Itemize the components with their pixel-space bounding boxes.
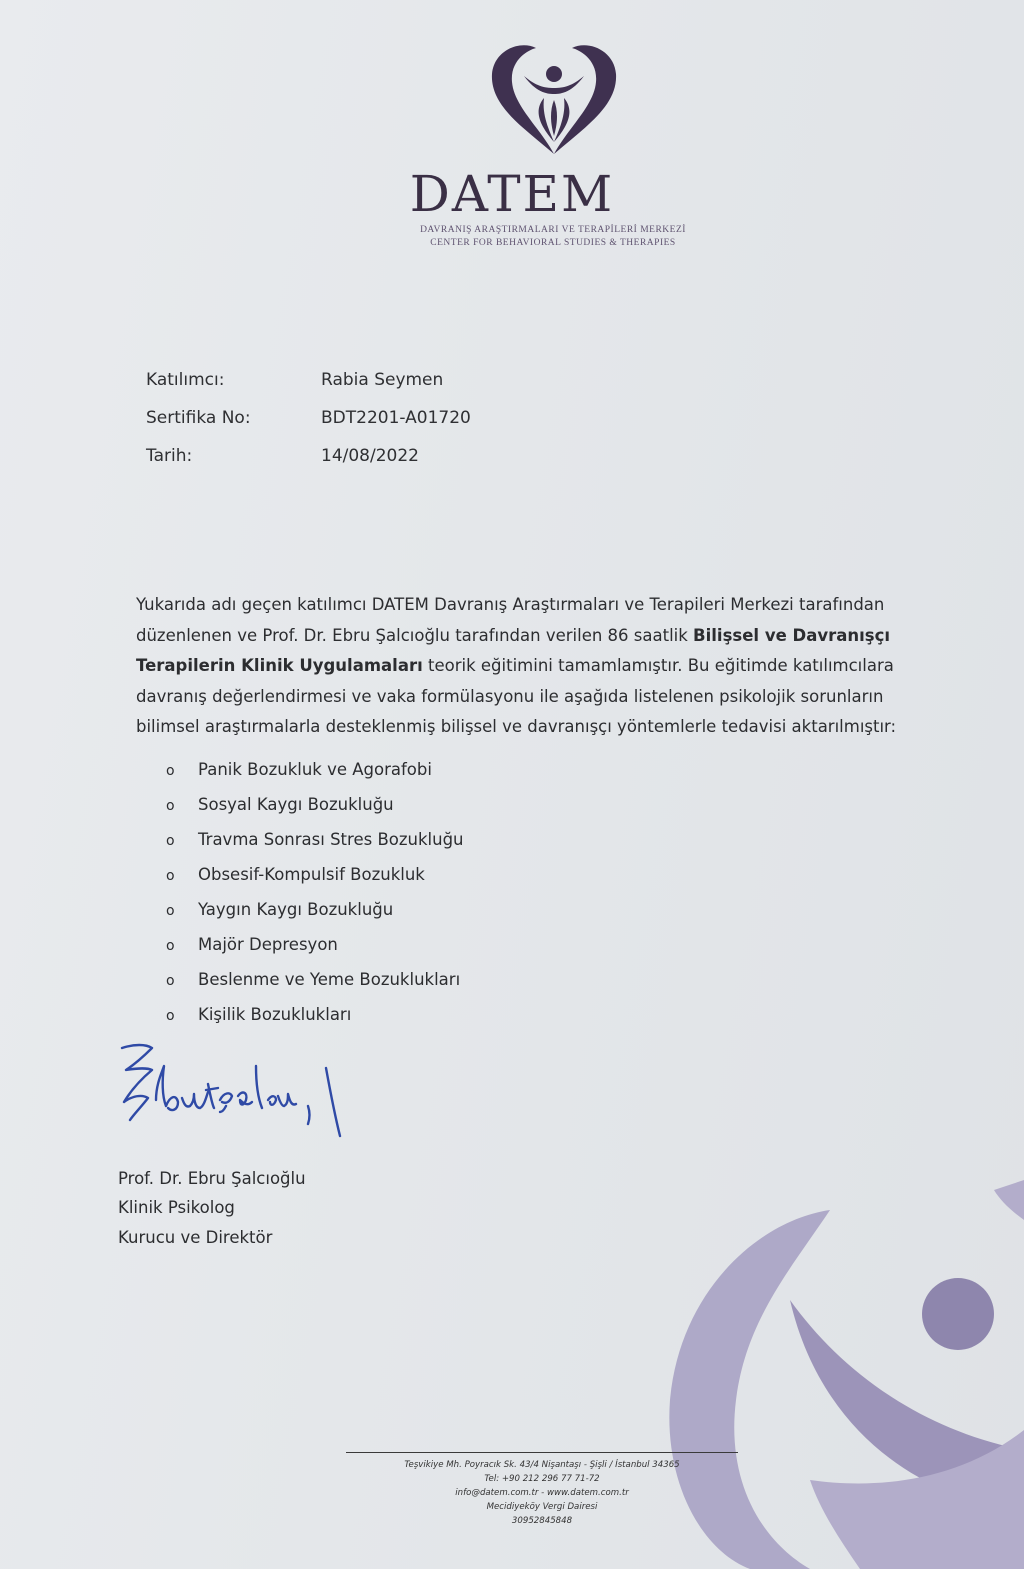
footer-tax-office: Mecidiyeköy Vergi Dairesi bbox=[486, 1502, 598, 1512]
signer-name: Prof. Dr. Ebru Şalcıoğlu bbox=[118, 1169, 306, 1188]
body-text-part1: Yukarıda adı geçen katılımcı DATEM Davranış Araştırmaları ve Terapileri Merkezi tarafından düzenlenen ve Prof. Dr. Ebru Şalcıoğlu tarafından verilen 86 saatlik bbox=[136, 595, 885, 645]
list-item bbox=[166, 830, 464, 865]
list-item-text: Yaygın Kaygı Bozukluğu bbox=[198, 900, 394, 919]
list-item bbox=[166, 795, 464, 830]
signature-image bbox=[112, 1040, 362, 1150]
logo-subtitle-turkish: DAVRANIŞ ARAŞTIRMALARI VE TERAPİLERİ MERKEZİ bbox=[420, 225, 686, 235]
participant-row bbox=[146, 370, 443, 390]
logo-wordmark: DATEM bbox=[409, 165, 615, 223]
date-value: 14/08/2022 bbox=[321, 446, 419, 466]
body-text-part2: teorik eğitimini tamamlamıştır. Bu eğitimde katılımcılara davranış değerlendirmesi ve vaka formülasyonu ile aşağıda listelenen psikolojik sorunların bilimsel araştırmalarla desteklenmiş bilişsel ve davranışçı yöntemlerle tedavisi aktarılmıştır: bbox=[136, 656, 897, 736]
topic-list bbox=[166, 760, 464, 1040]
list-item-text: Travma Sonrası Stres Bozukluğu bbox=[198, 830, 464, 849]
signer-title: Kurucu ve Direktör bbox=[118, 1228, 273, 1247]
footer-address: Teşvikiye Mh. Poyracık Sk. 43/4 Nişantaşı - Şişli / İstanbul 34365 bbox=[404, 1460, 680, 1470]
footer-tax-number: 30952845848 bbox=[511, 1516, 573, 1526]
signer-role: Klinik Psikolog bbox=[118, 1198, 235, 1217]
footer bbox=[346, 1458, 738, 1528]
bullet-icon: o bbox=[166, 1008, 175, 1024]
list-item-text: Obsesif-Kompulsif Bozukluk bbox=[198, 865, 425, 884]
participant-value: Rabia Seymen bbox=[321, 370, 444, 390]
list-item bbox=[166, 1005, 464, 1040]
bullet-icon: o bbox=[166, 903, 175, 919]
certificate-value: BDT2201-A01720 bbox=[321, 408, 471, 428]
list-item-text: Majör Depresyon bbox=[198, 935, 338, 954]
footer-divider bbox=[346, 1452, 738, 1453]
list-item-text: Sosyal Kaygı Bozukluğu bbox=[198, 795, 394, 814]
list-item-text: Kişilik Bozuklukları bbox=[198, 1005, 352, 1024]
footer-contact: info@datem.com.tr - www.datem.com.tr bbox=[455, 1488, 629, 1498]
body-course-title: Bilişsel ve Davranışçı Terapilerin Klinik Uygulamaları bbox=[136, 625, 891, 675]
list-item bbox=[166, 935, 464, 970]
bullet-icon: o bbox=[166, 868, 175, 884]
list-item bbox=[166, 970, 464, 1005]
bullet-icon: o bbox=[166, 833, 175, 849]
list-item bbox=[166, 760, 464, 795]
certificate-row bbox=[146, 408, 471, 428]
list-item-text: Beslenme ve Yeme Bozuklukları bbox=[198, 970, 461, 989]
list-item bbox=[166, 900, 464, 935]
certificate-label: Sertifika No: bbox=[146, 408, 251, 428]
bullet-icon: o bbox=[166, 973, 175, 989]
bullet-icon: o bbox=[166, 763, 175, 779]
date-row bbox=[146, 446, 419, 466]
body-paragraph bbox=[136, 590, 936, 743]
datem-heart-figure-icon bbox=[484, 36, 624, 160]
participant-label: Katılımcı: bbox=[146, 370, 225, 390]
date-label: Tarih: bbox=[146, 446, 193, 466]
logo-subtitle-english: CENTER FOR BEHAVIORAL STUDIES & THERAPIES bbox=[430, 238, 676, 248]
list-item bbox=[166, 865, 464, 900]
footer-phone: Tel: +90 212 296 77 71-72 bbox=[484, 1474, 600, 1484]
list-item-text: Panik Bozukluk ve Agorafobi bbox=[198, 760, 432, 779]
bullet-icon: o bbox=[166, 798, 175, 814]
bullet-icon: o bbox=[166, 938, 175, 954]
